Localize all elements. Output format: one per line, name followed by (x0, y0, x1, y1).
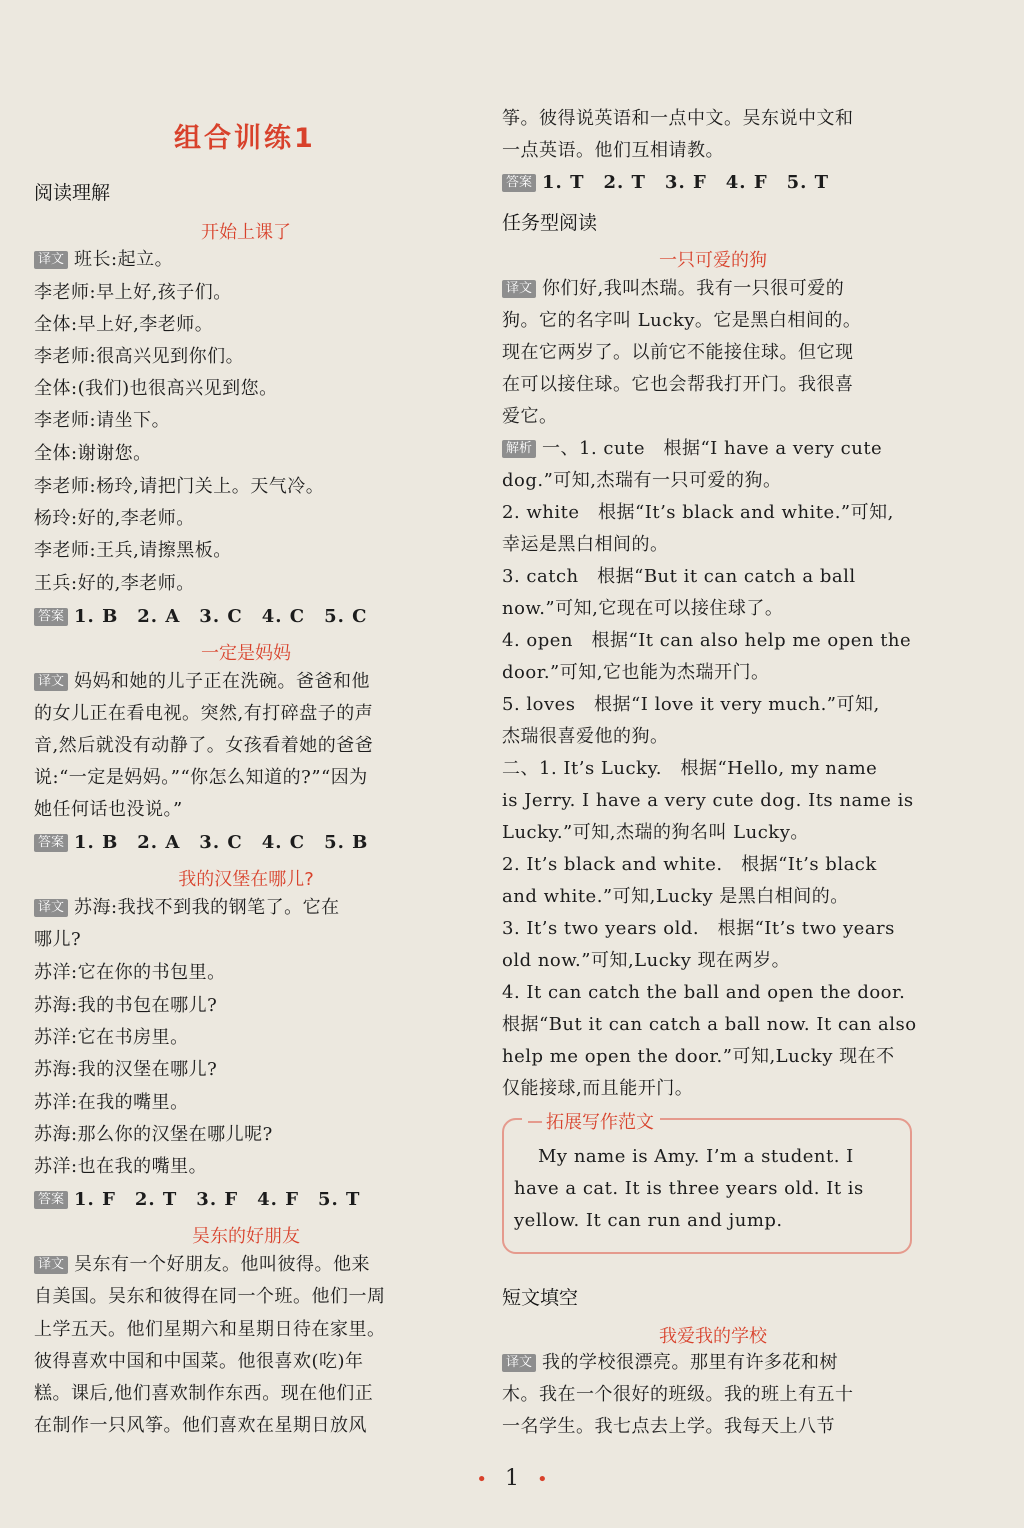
analysis-line-20: help me open the door.”可知,Lucky 现在不 (502, 1046, 895, 1067)
story2-line-3: 音,然后就没有动静了。女孩看着她的爸爸 (34, 735, 374, 756)
story2-line-2: 的女儿正在看电视。突然,有打碎盘子的声 (34, 703, 374, 724)
writing-line-1: My name is Amy. I’m a student. I (538, 1146, 854, 1167)
analysis-line-16: 3. It’s two years old. 根据“It’s two years (502, 918, 895, 939)
story2-line-5: 她任何话也没说。” (34, 799, 183, 820)
analysis-line-8: door.”可知,它也能为杰瑞开门。 (502, 662, 770, 683)
story-title-5: 一只可爱的狗 (659, 250, 767, 271)
section-heading-reading: 阅读理解 (34, 182, 111, 204)
section-heading-task-reading: 任务型阅读 (502, 212, 598, 234)
story3-line-6: 苏海:我的汉堡在哪儿? (34, 1059, 218, 1080)
story2-answer: 答案 1. B 2. A 3. C 4. C 5. B (34, 832, 368, 854)
story5-line-1: 译文 你们好,我叫杰瑞。我有一只很可爱的 (502, 278, 844, 300)
analysis-line-21: 仅能接球,而且能开门。 (502, 1078, 694, 1099)
answer-tag: 答案 (34, 608, 68, 626)
translation-tag: 译文 (34, 1256, 68, 1274)
translation-tag: 译文 (34, 899, 68, 917)
writing-line-3: yellow. It can run and jump. (514, 1210, 783, 1231)
story-title-4: 吴东的好朋友 (192, 1226, 300, 1247)
answer-tag: 答案 (502, 174, 536, 192)
story1-line-10: 李老师:王兵,请擦黑板。 (34, 540, 232, 561)
story4-cont-line-2: 一点英语。他们互相请教。 (502, 140, 724, 161)
analysis-line-3: 2. white 根据“It’s black and white.”可知, (502, 502, 894, 523)
analysis-line-5: 3. catch 根据“But it can catch a ball (502, 566, 856, 587)
story3-line-7: 苏洋:在我的嘴里。 (34, 1092, 189, 1113)
translation-tag: 译文 (34, 251, 68, 269)
story1-line-4: 李老师:很高兴见到你们。 (34, 346, 245, 367)
analysis-line-9: 5. loves 根据“I love it very much.”可知, (502, 694, 880, 715)
story1-line-7: 全体:谢谢您。 (34, 443, 152, 464)
story4-cont-line-1: 筝。彼得说英语和一点中文。吴东说中文和 (502, 108, 854, 129)
story3-line-3: 苏洋:它在你的书包里。 (34, 962, 226, 983)
story3-line-5: 苏洋:它在书房里。 (34, 1027, 189, 1048)
analysis-line-14: 2. It’s black and white. 根据“It’s black (502, 854, 877, 875)
story1-line-9: 杨玲:好的,李老师。 (34, 508, 195, 529)
story4-answer: 答案 1. T 2. T 3. F 4. F 5. T (502, 172, 829, 194)
story1-line-2: 李老师:早上好,孩子们。 (34, 282, 232, 303)
analysis-line-2: dog.”可知,杰瑞有一只可爱的狗。 (502, 470, 782, 491)
story1-answer: 答案 1. B 2. A 3. C 4. C 5. C (34, 606, 367, 628)
story1-line-3: 全体:早上好,李老师。 (34, 314, 214, 335)
analysis-line-6: now.”可知,它现在可以接住球了。 (502, 598, 784, 619)
translation-tag: 译文 (502, 280, 536, 298)
story4-line-3: 上学五天。他们星期六和星期日待在家里。 (34, 1319, 386, 1340)
story-title-6: 我爱我的学校 (659, 1326, 767, 1347)
story4-line-5: 糕。课后,他们喜欢制作东西。现在他们正 (34, 1383, 374, 1404)
story3-line-1: 译文 苏海:我找不到我的钢笔了。它在 (34, 897, 340, 919)
analysis-line-1: 解析 一、1. cute 根据“I have a very cute (502, 438, 882, 460)
story1-line-11: 王兵:好的,李老师。 (34, 573, 195, 594)
story2-line-1: 译文 妈妈和她的儿子正在洗碗。爸爸和他 (34, 671, 370, 693)
story3-line-9: 苏洋:也在我的嘴里。 (34, 1156, 208, 1177)
writing-line-2: have a cat. It is three years old. It is (514, 1178, 864, 1199)
translation-tag: 译文 (502, 1354, 536, 1372)
story6-line-1: 译文 我的学校很漂亮。那里有许多花和树 (502, 1352, 838, 1374)
answer-tag: 答案 (34, 834, 68, 852)
translation-tag: 译文 (34, 673, 68, 691)
analysis-line-13: Lucky.”可知,杰瑞的狗名叫 Lucky。 (502, 822, 809, 843)
story-title-3: 我的汉堡在哪儿? (178, 869, 314, 890)
section-heading-cloze: 短文填空 (502, 1287, 579, 1309)
analysis-line-18: 4. It can catch the ball and open the door. (502, 982, 906, 1003)
analysis-line-4: 幸运是黑白相间的。 (502, 534, 669, 555)
analysis-line-12: is Jerry. I have a very cute dog. Its name is (502, 790, 914, 811)
story3-line-8: 苏海:那么你的汉堡在哪儿呢? (34, 1124, 273, 1145)
dash-decoration (528, 1121, 542, 1123)
story2-line-4: 说:“一定是妈妈。”“你怎么知道的?”“因为 (34, 767, 368, 788)
analysis-line-10: 杰瑞很喜爱他的狗。 (502, 726, 669, 747)
answer-tag: 答案 (34, 1191, 68, 1209)
writing-sample-title: 拓展写作范文 (522, 1108, 660, 1134)
story-title-1: 开始上课了 (201, 222, 291, 243)
analysis-line-7: 4. open 根据“It can also help me open the (502, 630, 912, 651)
analysis-tag: 解析 (502, 440, 536, 458)
story4-line-2: 自美国。吴东和彼得在同一个班。他们一周 (34, 1286, 386, 1307)
story4-line-1: 译文 吴东有一个好朋友。他叫彼得。他来 (34, 1254, 370, 1276)
story3-line-4: 苏海:我的书包在哪儿? (34, 995, 218, 1016)
story-title-2: 一定是妈妈 (201, 643, 291, 664)
analysis-line-11: 二、1. It’s Lucky. 根据“Hello, my name (502, 758, 878, 779)
page-title: 组合训练1 (174, 123, 316, 154)
story1-line-6: 李老师:请坐下。 (34, 410, 171, 431)
story1-line-5: 全体:(我们)也很高兴见到您。 (34, 378, 278, 399)
page-number: • 1 • (476, 1466, 548, 1491)
story3-line-2: 哪儿? (34, 929, 82, 950)
analysis-line-19: 根据“But it can catch a ball now. It can also (502, 1014, 917, 1035)
story5-line-5: 爱它。 (502, 406, 558, 427)
story1-line-1: 译文 班长:起立。 (34, 249, 173, 271)
story5-line-4: 在可以接住球。它也会帮我打开门。我很喜 (502, 374, 854, 395)
story3-answer: 答案 1. F 2. T 3. F 4. F 5. T (34, 1189, 360, 1211)
story1-line-8: 李老师:杨玲,请把门关上。天气冷。 (34, 476, 325, 497)
analysis-line-15: and white.”可知,Lucky 是黑白相间的。 (502, 886, 849, 907)
dot-decoration: • (476, 1469, 487, 1490)
dot-decoration: • (537, 1469, 548, 1490)
story6-line-3: 一名学生。我七点去上学。我每天上八节 (502, 1416, 835, 1437)
analysis-line-17: old now.”可知,Lucky 现在两岁。 (502, 950, 791, 971)
story6-line-2: 木。我在一个很好的班级。我的班上有五十 (502, 1384, 854, 1405)
story4-line-4: 彼得喜欢中国和中国菜。他很喜欢(吃)年 (34, 1351, 364, 1372)
story5-line-3: 现在它两岁了。以前它不能接住球。但它现 (502, 342, 854, 363)
story4-line-6: 在制作一只风筝。他们喜欢在星期日放风 (34, 1415, 367, 1436)
story5-line-2: 狗。它的名字叫 Lucky。它是黑白相间的。 (502, 310, 862, 331)
